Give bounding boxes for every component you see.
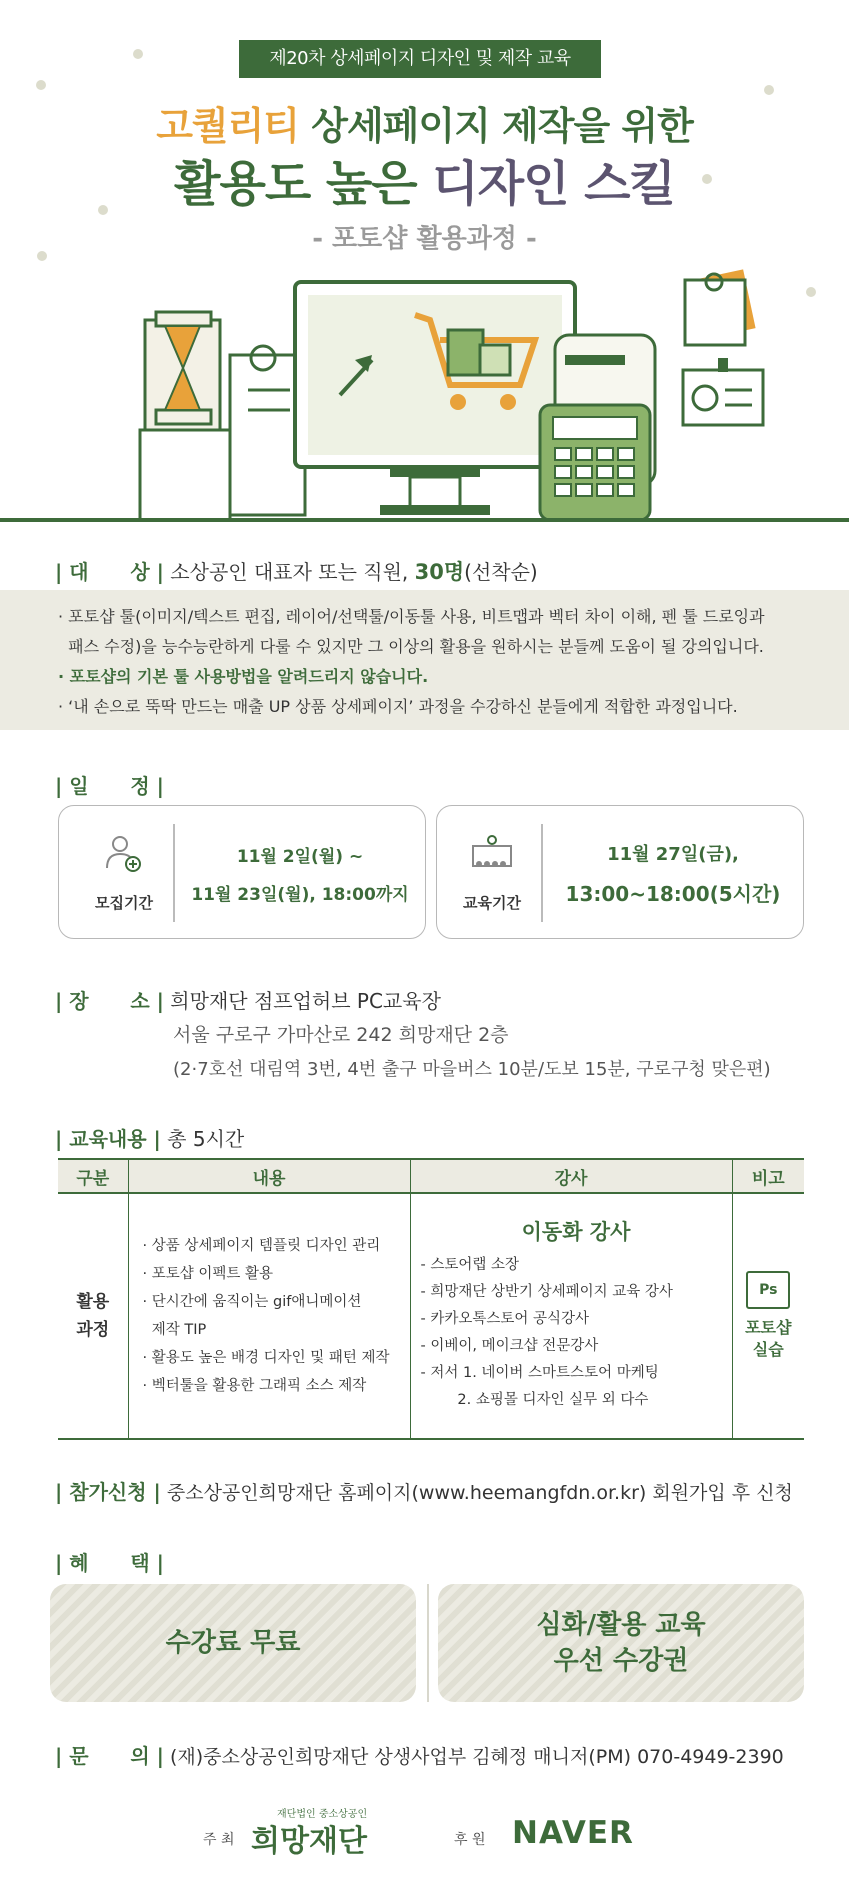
col-header: 내용: [128, 1159, 410, 1193]
instructor-bio: - 이베이, 메이크샵 전문강사: [420, 1337, 599, 1354]
instructor-bio: - 스토어랩 소장: [420, 1256, 519, 1273]
benefits-label: | 혜 택 |: [55, 1551, 164, 1575]
row-category: 활용 과정: [58, 1193, 128, 1439]
content-item: · 활용도 높은 배경 디자인 및 패턴 제작: [142, 1350, 390, 1366]
course-badge: 제20차 상세페이지 디자인 및 제작 교육: [239, 40, 601, 78]
instructor-cell: [410, 1193, 732, 1439]
photoshop-icon: Ps: [746, 1271, 790, 1309]
col-header: 강사: [410, 1159, 732, 1193]
content-item: · 포토샵 이펙트 활용: [142, 1266, 273, 1282]
divider: [541, 824, 543, 922]
instructor-bio: - 카카오톡스토어 공식강사: [420, 1310, 590, 1327]
content-label: | 교육내용 |: [55, 1127, 161, 1151]
inquiry-value: (재)중소상공인희망재단 상생사업부 김혜정 매니저(PM) 070-4949-2390: [163, 1746, 784, 1768]
instructor-name: 이동화 강사: [521, 1219, 631, 1244]
person-add-icon: [103, 834, 143, 874]
decor-dot: [764, 85, 774, 95]
edu-card: [436, 805, 804, 939]
instructor-bio: - 저서 1. 네이버 스마트스토어 마케팅: [420, 1364, 659, 1381]
target-label: | 대 상 |: [55, 560, 164, 584]
sponsor-logo: NAVER: [512, 1815, 634, 1851]
apply-row: [55, 1476, 793, 1505]
place-name: 희망재단 점프업허브 PC교육장: [163, 989, 441, 1013]
recruit-card: [58, 805, 426, 939]
note-line-emphasis: · 포토샵의 기본 툴 사용방법을 알려드리지 않습니다.: [58, 667, 429, 686]
instructor-bio: 2. 쇼핑몰 디자인 실무 외 다수: [420, 1391, 649, 1408]
content-items: [128, 1193, 410, 1439]
note-text: 포토샵 실습: [745, 1318, 792, 1359]
place-label: | 장 소 |: [55, 989, 164, 1013]
inquiry-row: [55, 1740, 784, 1769]
ground-line: [0, 518, 849, 522]
note-cell: [732, 1193, 804, 1439]
recruit-label: 모집기간: [95, 894, 153, 912]
title-line-2: 활용도 높은 디자인 스킬: [174, 156, 675, 212]
target-count: 30명: [414, 560, 465, 584]
decor-dot: [36, 80, 46, 90]
host-label: 주 최: [203, 1832, 235, 1848]
col-header: 구분: [58, 1159, 128, 1193]
note-line: · 포토샵 툴(이미지/텍스트 편집, 레이어/선택툴/이동툴 사용, 비트맵과 벡터 차이 이해, 펜 툴 드로잉과: [58, 607, 765, 626]
target-notes: [0, 590, 849, 730]
subtitle: - 포토샵 활용과정 -: [312, 224, 537, 254]
apply-value: 중소상공인희망재단 홈페이지(www.heemangfdn.or.kr) 회원가입 후 신청: [160, 1482, 793, 1504]
benefit-free: 수강료 무료: [50, 1584, 416, 1702]
title-line-1: 고퀄리티 상세페이지 제작을 위한: [156, 104, 693, 148]
note-line: 패스 수정)을 능수능란하게 다룰 수 있지만 그 이상의 활용을 원하시는 분들께 도움이 될 강의입니다.: [58, 637, 764, 656]
host-small: 재단법인 중소상공인: [277, 1809, 368, 1820]
content-total: 총 5시간: [160, 1127, 245, 1151]
host-logo: 희망재단: [251, 1824, 367, 1859]
content-item: · 상품 상세페이지 템플릿 디자인 관리: [142, 1238, 381, 1254]
shopping-illustration: [0, 260, 849, 522]
edu-time: 13:00~18:00(5시간): [565, 882, 781, 906]
decor-dot: [98, 205, 108, 215]
instructor-bio: - 희망재단 상반기 상세페이지 교육 강사: [420, 1283, 673, 1300]
divider: [427, 1584, 429, 1702]
schedule-label: | 일 정 |: [55, 774, 164, 798]
edu-label: 교육기간: [463, 894, 521, 912]
content-item: · 벡터툴을 활용한 그래픽 소스 제작: [142, 1378, 367, 1394]
content-item: · 단시간에 움직이는 gif애니메이션: [142, 1294, 362, 1310]
edu-date: 11월 27일(금),: [607, 844, 739, 865]
classroom-icon: [467, 834, 517, 874]
decor-dot: [702, 174, 712, 184]
col-header: 비고: [732, 1159, 804, 1193]
place-address: 서울 구로구 가마산로 242 희망재단 2층: [173, 1024, 509, 1046]
recruit-start: 11월 2일(월) ~: [236, 847, 364, 867]
note-line: · ‘내 손으로 뚝딱 만드는 매출 UP 상품 상세페이지’ 과정을 수강하신 분들에게 적합한 과정입니다.: [58, 697, 738, 716]
curriculum-table: [58, 1158, 804, 1440]
inquiry-label: | 문 의 |: [55, 1744, 164, 1768]
sponsor-label: 후 원: [454, 1832, 486, 1848]
divider: [173, 824, 175, 922]
benefit-priority: 심화/활용 교육 우선 수강권: [438, 1584, 804, 1702]
recruit-end: 11월 23일(월), 18:00까지: [191, 885, 409, 905]
place-row: [55, 985, 441, 1014]
target-row: | 대 상 | 소상공인 대표자 또는 직원, 30명(선착순): [55, 560, 538, 584]
decor-dot: [133, 49, 143, 59]
content-row: [55, 1123, 244, 1152]
content-item: 제작 TIP: [142, 1322, 207, 1338]
place-directions: (2·7호선 대림역 3번, 4번 출구 마을버스 10분/도보 15분, 구로구청 맞은편): [173, 1059, 771, 1080]
apply-label: | 참가신청 |: [55, 1480, 161, 1504]
